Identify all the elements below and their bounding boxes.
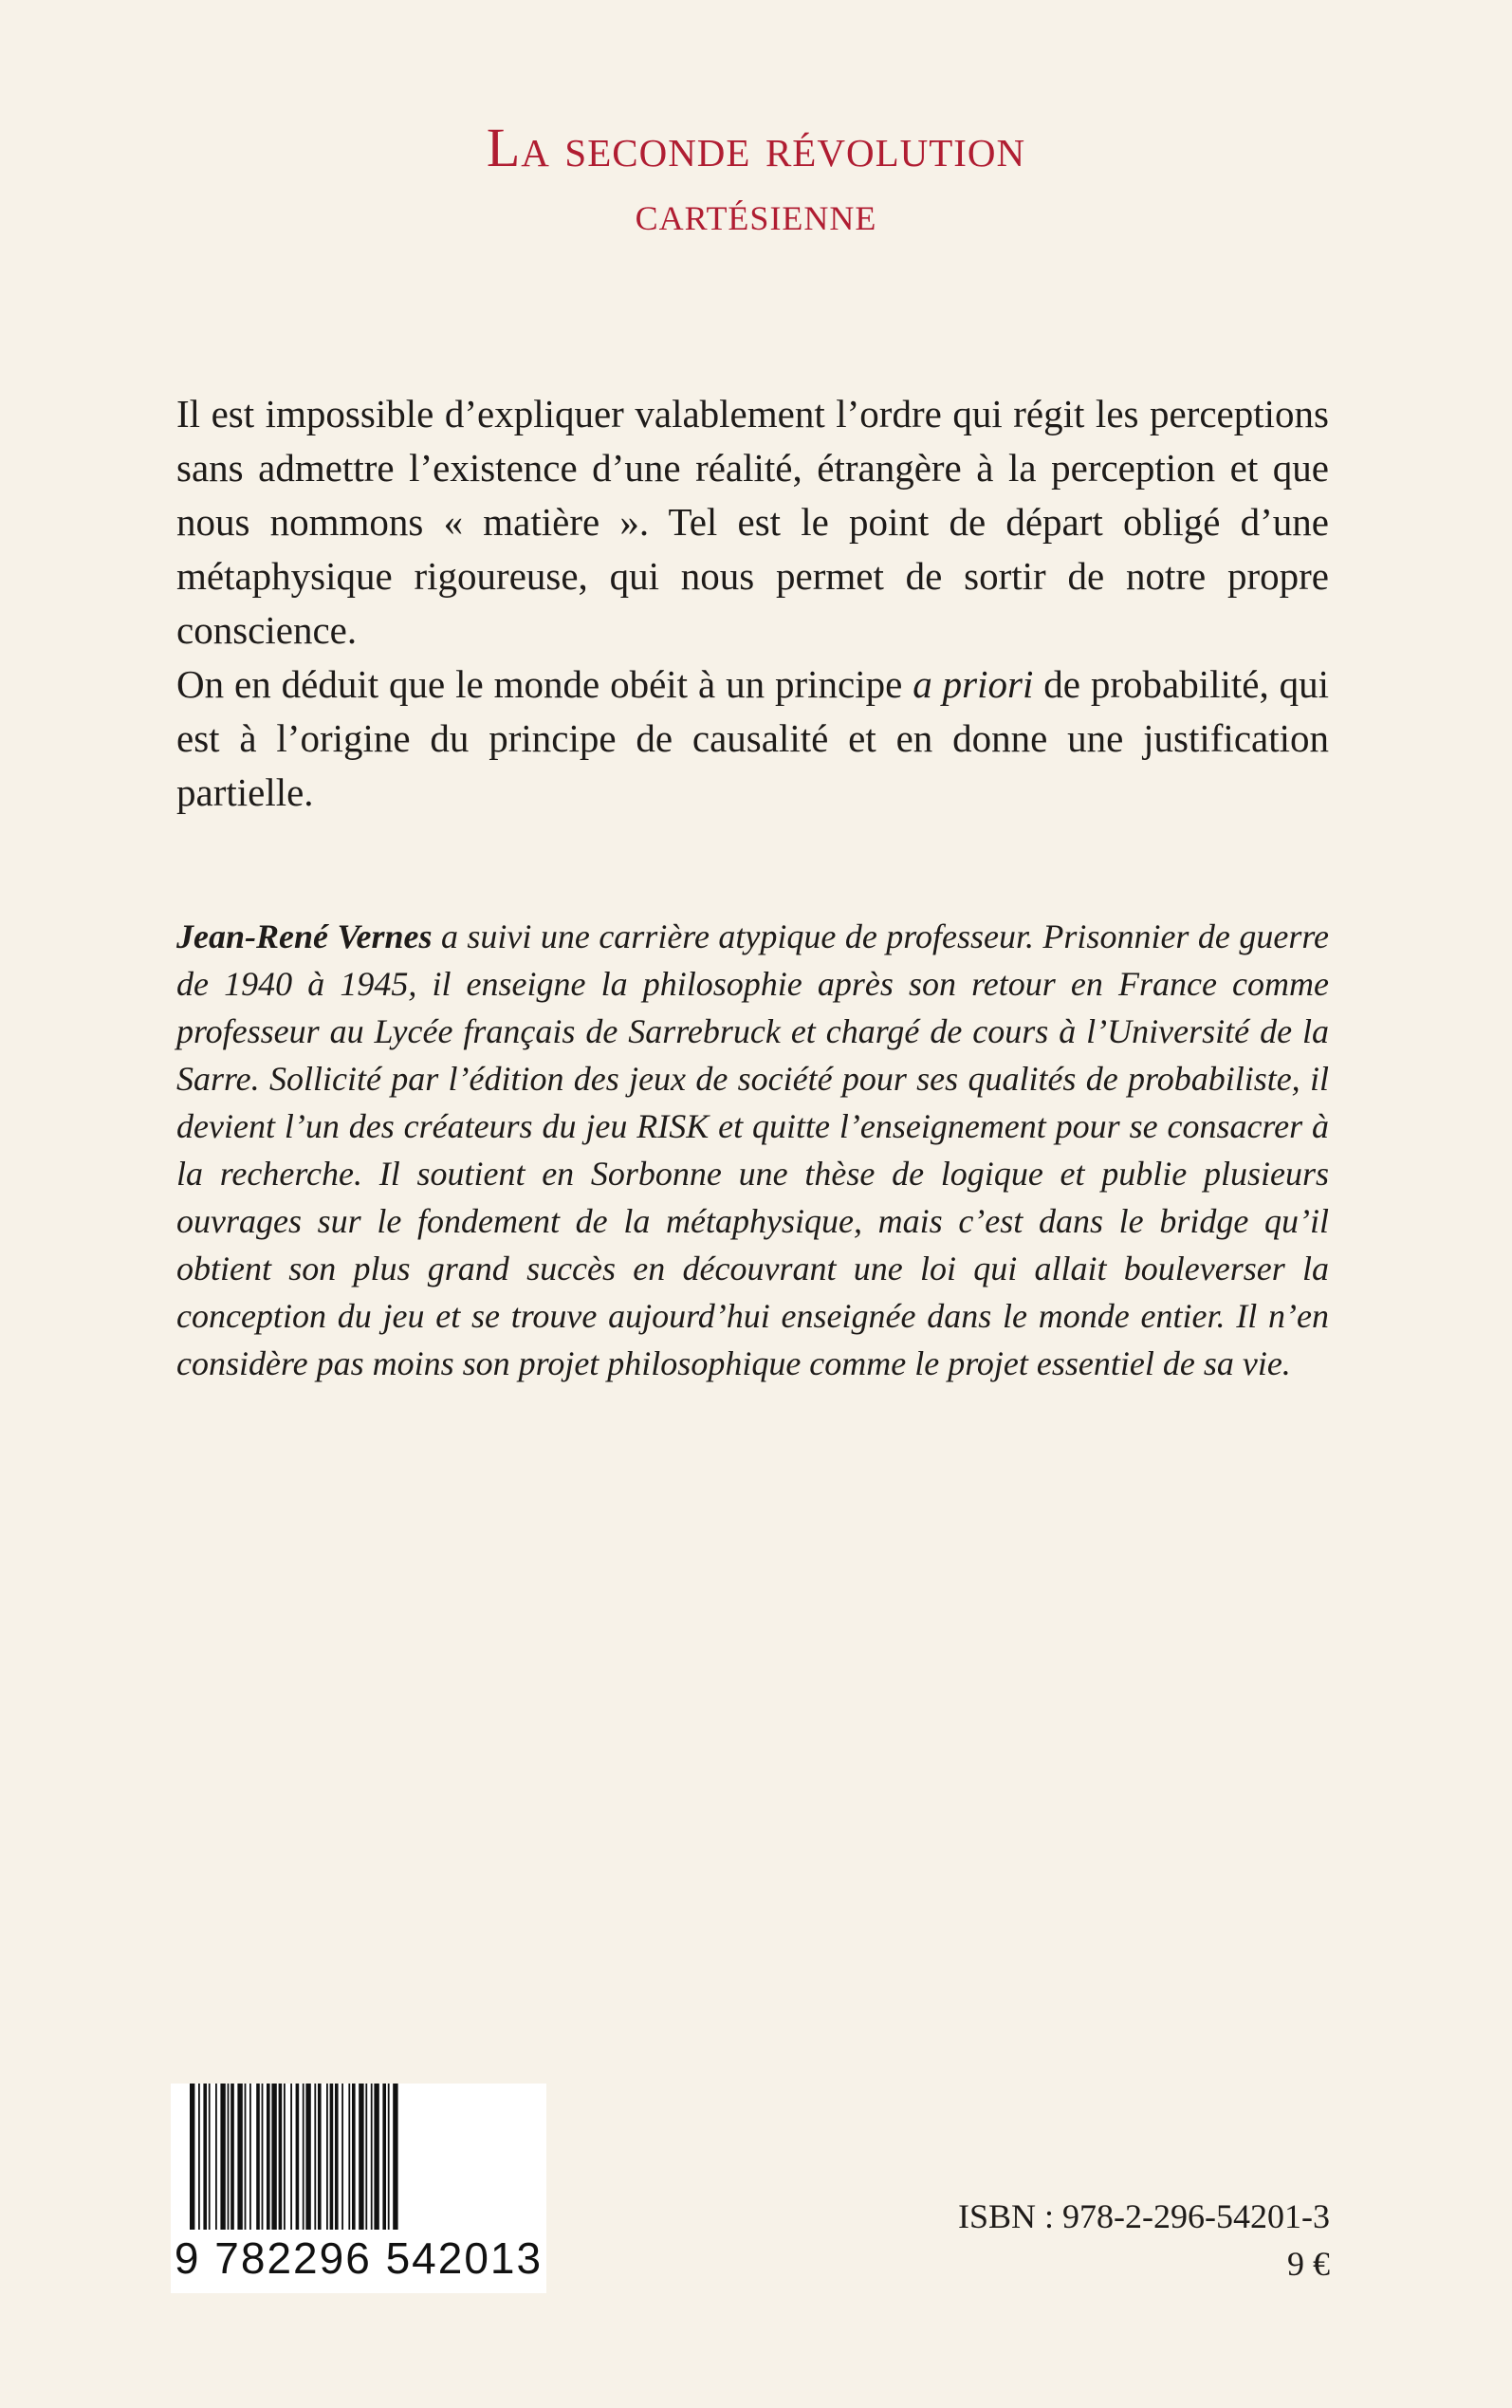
barcode-bar — [284, 2084, 286, 2235]
book-title — [0, 112, 1512, 245]
barcode-bar — [290, 2084, 292, 2235]
barcode-bar — [228, 2084, 230, 2235]
summary-paragraph-1: Il est impossible d’expliquer valablement l’ordre qui régit les perceptions sans admettre l’existence d’une réalité, étrangère à la perception et que nous nommons « matière ». Tel est le point de départ obligé d’une métaphysique rigoureuse, qui nous permet de sortir de notre propre conscience. — [176, 392, 1329, 652]
barcode-bar — [326, 2084, 328, 2235]
barcode-bar — [249, 2084, 251, 2235]
barcode-bar — [203, 2084, 207, 2235]
barcode-bar — [271, 2084, 276, 2235]
author-bio — [176, 913, 1329, 1387]
barcode-bar — [256, 2084, 260, 2235]
barcode-bar — [341, 2084, 343, 2235]
barcode-bar — [359, 2084, 363, 2235]
barcode-bar — [393, 2084, 397, 2235]
barcode-bar — [314, 2084, 316, 2235]
barcode-bar — [267, 2084, 270, 2235]
barcode-bar — [305, 2084, 310, 2235]
isbn-number: ISBN : 978-2-296-54201-3 — [958, 2197, 1330, 2235]
barcode-bar — [296, 2084, 300, 2235]
barcode — [171, 2084, 546, 2293]
barcode-bar — [237, 2084, 242, 2235]
author-name: Jean-René Vernes — [176, 917, 433, 955]
barcode-bar — [352, 2084, 356, 2235]
barcode-bars — [190, 2084, 527, 2235]
barcode-bar — [209, 2084, 211, 2235]
barcode-bar — [365, 2084, 367, 2235]
barcode-bar — [262, 2084, 264, 2235]
title-line-1: La seconde révolution — [486, 117, 1026, 178]
author-bio-text: a suivi une carrière atypique de professeur. Prisonnier de guerre de 1940 à 1945, il enseigne la philosophie après son retour en France comme professeur au Lycée français de Sarrebruck et chargé de cours à l’Université de la Sarre. Sollicité par l’édition des jeux de société pour ses qualités de probabiliste, il devient l’un des créateurs du jeu RISK et quitte l’enseignement pour se consacrer à la recherche. Il soutient en Sorbonne une thèse de logique et publie plusieurs ouvrages sur le fondement de la métaphysique, mais c’est dans le bridge qu’il obtient son plus grand succès en découvrant une loi qui allait bouleverser la conception du jeu et se trouve aujourd’hui enseignée dans le monde entier. Il n’en considère pas moins son projet philosophique comme le projet essentiel de sa vie. — [176, 917, 1329, 1382]
barcode-bar — [335, 2084, 339, 2235]
summary-paragraph-2-end: de probabilité, qui est à l’origine du principe de causalité et en donne une justification partielle. — [176, 662, 1330, 814]
summary-paragraph-2-start: On en déduit que le monde obéit à un principe — [176, 662, 913, 706]
barcode-bar — [388, 2084, 390, 2235]
barcode-bar — [348, 2084, 350, 2235]
barcode-bar — [245, 2084, 247, 2235]
barcode-bar — [374, 2084, 378, 2235]
barcode-bar — [190, 2084, 194, 2235]
barcode-bar — [382, 2084, 386, 2235]
barcode-bar — [318, 2084, 322, 2235]
barcode-bar — [215, 2084, 217, 2235]
barcode-bar — [330, 2084, 334, 2235]
summary-paragraph-2 — [176, 658, 1329, 820]
barcode-digits: 9 782296 542013 — [171, 2230, 546, 2287]
barcode-bar — [220, 2084, 225, 2235]
barcode-bar — [198, 2084, 200, 2235]
barcode-bar — [279, 2084, 283, 2235]
barcode-bar — [230, 2084, 234, 2235]
title-line-2: cartésienne — [635, 187, 877, 241]
summary-italic-term: a priori — [913, 662, 1034, 706]
barcode-bar — [303, 2084, 304, 2235]
price: 9 € — [1287, 2245, 1330, 2283]
summary-text — [176, 387, 1329, 820]
barcode-bar — [371, 2084, 373, 2235]
